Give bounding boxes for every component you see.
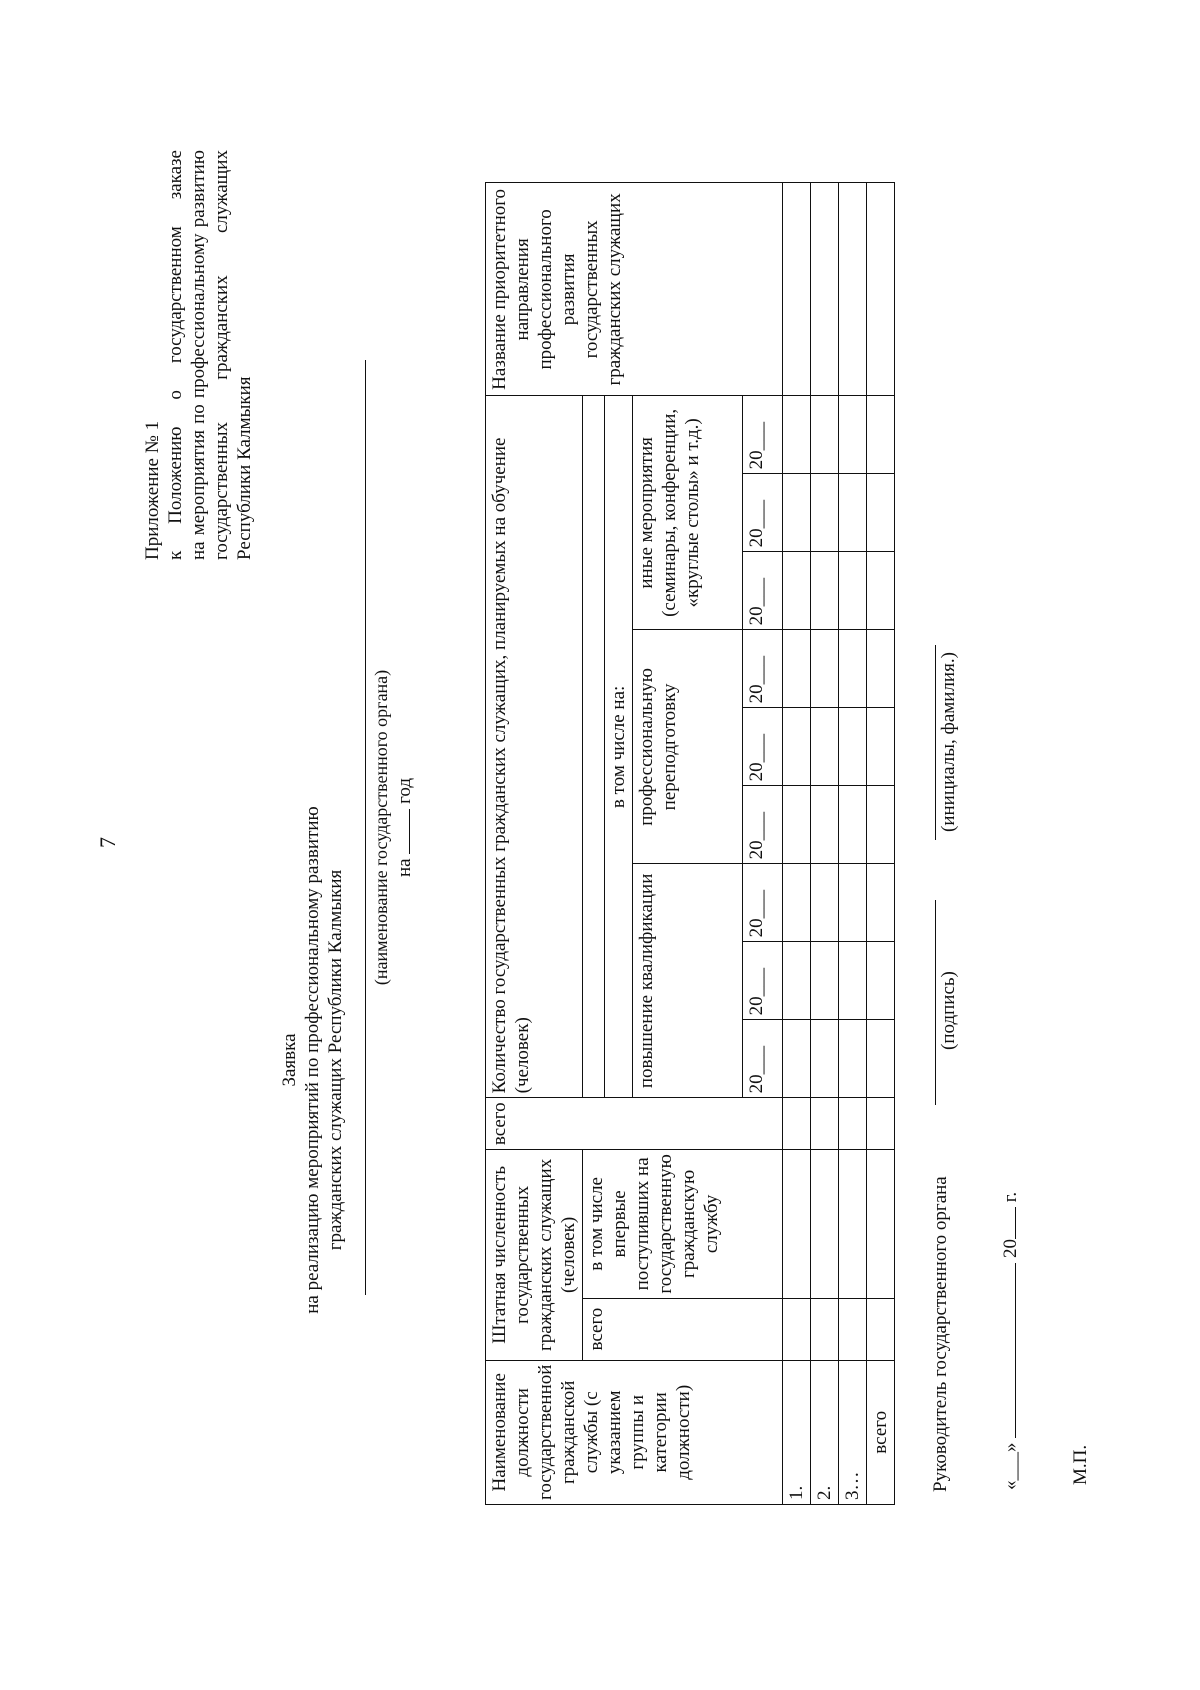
name-caption: (инициалы, фамилия.) xyxy=(938,652,959,832)
year-line: на год xyxy=(394,777,415,878)
year-blank xyxy=(1015,1207,1016,1239)
header-retraining: профессиональную переподготовку xyxy=(633,630,743,864)
header-direction: Название приоритетного направления профессионального развития государственных гражданских служащих xyxy=(486,183,783,396)
header-staff-total: всего xyxy=(583,1298,783,1360)
appendix-line: Приложение № 1 xyxy=(142,420,163,560)
signature-caption: (подпись) xyxy=(938,971,959,1050)
appendix-line: Республики Калмыкия xyxy=(234,376,255,560)
stamp-mark: М.П. xyxy=(1070,1444,1091,1485)
header-other: иные мероприятия (семинары, конференции, «круглые столы» и т.д.) xyxy=(633,396,743,630)
table-row: 3… xyxy=(839,183,867,1505)
year-blank xyxy=(409,809,410,854)
header-staff-new: в том числе впервые поступивших на государственную гражданскую службу xyxy=(583,1150,783,1298)
date-line: «___» 20 г. xyxy=(1000,1191,1021,1490)
header-planned: Количество государственных гражданских служащих, планируемых на обучение (человек) xyxy=(486,396,583,1098)
year-cell: 20___ xyxy=(743,786,783,864)
organ-name-line xyxy=(365,360,366,1295)
year-cell: 20___ xyxy=(743,1020,783,1098)
signature-line xyxy=(935,900,936,1105)
year-cell: 20___ xyxy=(743,864,783,942)
header-total: всего xyxy=(486,1098,783,1150)
year-cell: 20___ xyxy=(743,474,783,552)
table-row: 2. xyxy=(811,183,839,1505)
request-table xyxy=(485,182,895,1505)
header-position: Наименование должности государственной гражданской службы (с указанием группы и категории должности) xyxy=(486,1360,783,1504)
appendix-line-justified: к Положению о государственном заказе xyxy=(165,150,186,560)
table-row-total: всего xyxy=(867,183,895,1505)
year-cell: 20___ xyxy=(743,942,783,1020)
month-blank xyxy=(1015,1263,1016,1438)
header-including: в том числе на: xyxy=(605,396,633,1098)
appendix-line-justified: на мероприятия по профессиональному развитию xyxy=(188,150,209,560)
header-staff: Штатная численность государственных гражданских служащих (человек) xyxy=(486,1150,583,1360)
year-cell: 20___ xyxy=(743,630,783,708)
head-label: Руководитель государственного органа xyxy=(930,1176,951,1492)
appendix-line-justified: государственных гражданских служащих xyxy=(211,150,232,560)
document-title: Заявка на реализацию мероприятий по профессиональному развитию гражданских служащих Республики Калмыкия xyxy=(279,806,346,1314)
table-row: 1. xyxy=(783,183,811,1505)
year-cell: 20___ xyxy=(743,396,783,474)
appendix-header xyxy=(141,150,256,560)
name-line xyxy=(935,645,936,840)
year-cell: 20___ xyxy=(743,552,783,630)
header-blank xyxy=(583,396,605,1098)
header-qualification: повышение квалификации xyxy=(633,864,743,1098)
organ-caption: (наименование государственного органа) xyxy=(371,669,391,986)
year-cell: 20___ xyxy=(743,708,783,786)
page-number: 7 xyxy=(95,837,120,848)
